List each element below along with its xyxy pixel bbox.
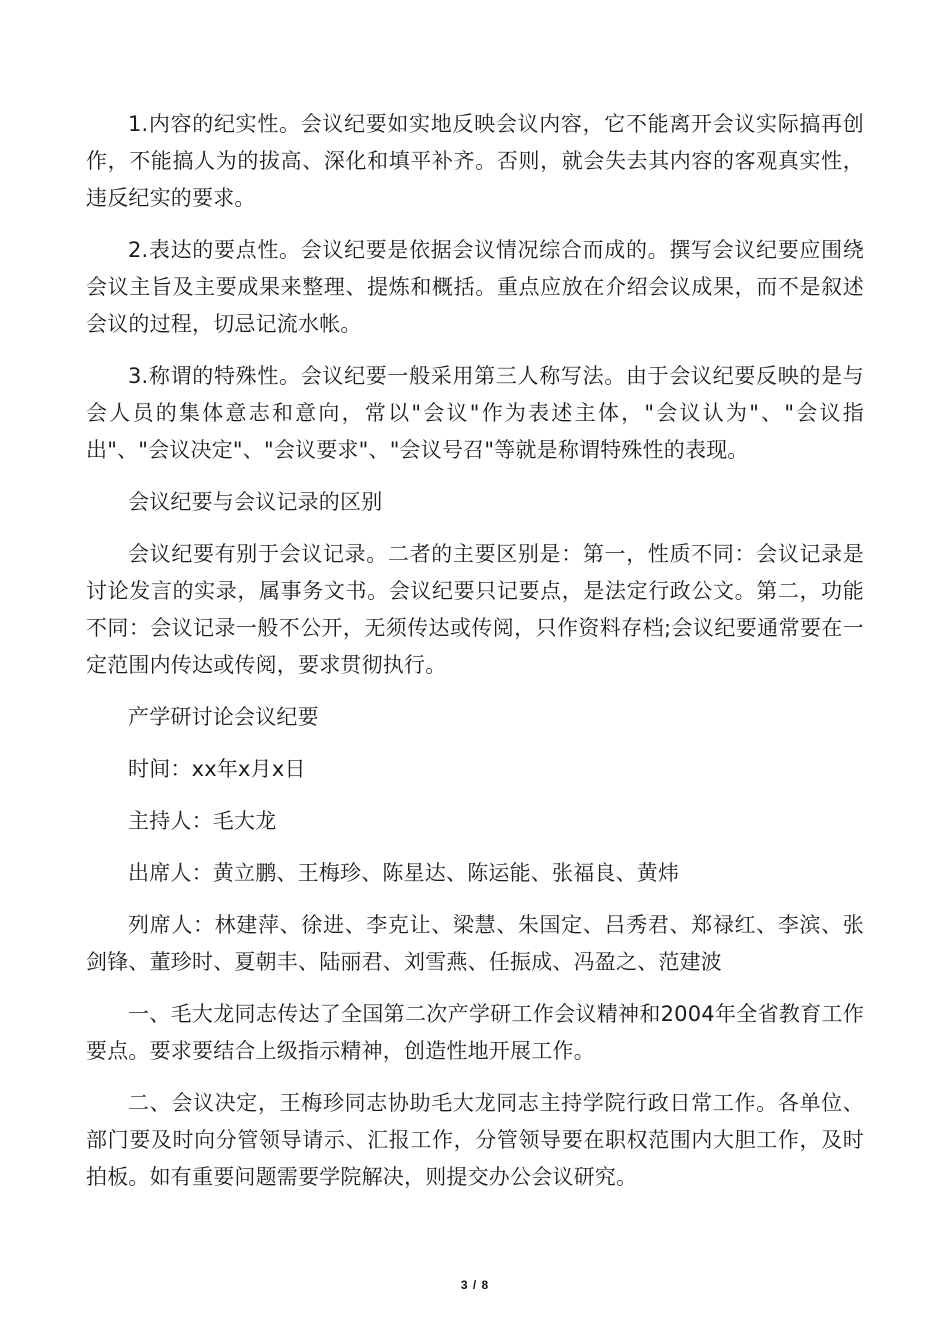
document-body: [86, 106, 864, 1196]
minutes-time: 时间：xx年x月x日: [128, 757, 306, 781]
page-number: 3 / 8: [460, 1278, 490, 1292]
minutes-item-two: 二、会议决定，王梅珍同志协助毛大龙同志主持学院行政日常工作。各单位、部门要及时向分管领导请示、汇报工作，分管领导要在职权范围内大胆工作，及时拍板。如有重要问题需要学院解决，则提交办公会议研究。: [86, 1091, 864, 1189]
minutes-attendees: 出席人：黄立鹏、王梅珍、陈星达、陈运能、张福良、黄炜: [128, 861, 680, 885]
paragraph-objectivity: 1.内容的纪实性。会议纪要如实地反映会议内容，它不能离开会议实际搞再创作，不能搞人为的拔高、深化和填平补齐。否则，就会失去其内容的客观真实性，违反纪实的要求。: [86, 112, 864, 210]
section-heading-difference: 会议纪要与会议记录的区别: [128, 490, 383, 514]
minutes-item-one: 一、毛大龙同志传达了全国第二次产学研工作会议精神和2004年全省教育工作要点。要求要结合上级指示精神，创造性地开展工作。: [86, 1002, 864, 1063]
paragraph-key-points: 2.表达的要点性。会议纪要是依据会议情况综合而成的。撰写会议纪要应围绕会议主旨及主要成果来整理、提炼和概括。重点应放在介绍会议成果，而不是叙述会议的过程，切忌记流水帐。: [86, 238, 864, 336]
paragraph-difference: 会议纪要有别于会议记录。二者的主要区别是：第一，性质不同：会议记录是讨论发言的实录，属事务文书。会议纪要只记要点，是法定行政公文。第二，功能不同：会议记录一般不公开，无须传达或传阅，只作资料存档;会议纪要通常要在一定范围内传达或传阅，要求贯彻执行。: [86, 542, 864, 677]
minutes-title: 产学研讨论会议纪要: [128, 705, 319, 729]
minutes-host: 主持人：毛大龙: [128, 809, 277, 833]
minutes-observers: 列席人：林建萍、徐进、李克让、梁慧、朱国定、吕秀君、郑禄红、李滨、张剑锋、董珍时、夏朝丰、陆丽君、刘雪燕、任振成、冯盈之、范建波: [86, 913, 864, 974]
paragraph-address-form: 3.称谓的特殊性。会议纪要一般采用第三人称写法。由于会议纪要反映的是与会人员的集体意志和意向，常以"会议"作为表述主体，"会议认为"、"会议指出"、"会议决定"、"会议要求"、"会议号召"等就是称谓特殊性的表现。: [86, 364, 864, 462]
